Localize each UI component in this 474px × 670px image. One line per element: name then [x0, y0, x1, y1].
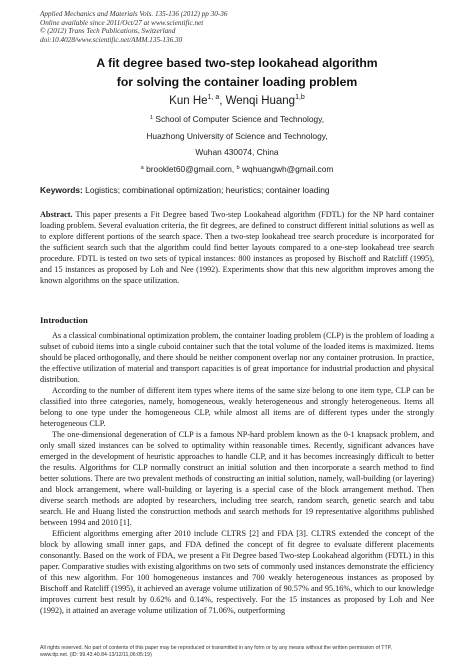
- journal-line-2: Online available since 2011/Oct/27 at www.scientific.net: [40, 18, 204, 27]
- author-1-name: Kun He: [169, 95, 208, 107]
- affiliation-address: Wuhan 430074, China: [195, 147, 279, 157]
- author-list: [0, 94, 474, 107]
- affiliation-school: School of Computer Science and Technology,: [155, 114, 325, 124]
- intro-paragraph-3: The one-dimensional degeneration of CLP is a famous NP-hard problem known as the 0-1 knapsack problem, and only small sized instances can be solved to optimality within reasonable times. Recently, significant advances have emerged in the development of heuristic approaches to handle CLP, and it has becomes increasingly difficult to better the results. Algorithms for CLP normally construct an initial solution and then incorporate a search method to find better solutions. There are two prevalent methods of constructing an initial solution, namely, wall-building (or layering) and block arrangement, where wall-building or layering is a special case of the block arrangement method. Then diverse search methods are adopted by researchers, including tree search, random search, genetic search and tabu search. He and Huang listed the construction methods and search methods for 19 representative algorithms published between 1994 and 2010 [1].: [40, 430, 434, 527]
- author-separator: ,: [219, 95, 226, 107]
- journal-line-3: © (2012) Trans Tech Publications, Switzerland: [40, 27, 176, 36]
- journal-header: [40, 10, 340, 44]
- author-2-affiliation-mark: 1,b: [295, 94, 305, 101]
- intro-paragraph-1: As a classical combinational optimization problem, the container loading problem (CLP) is the problem of loading a subset of cuboid items into a single cuboid container such that the total volume of the loaded items is maximized. Items should be placed orthogonally, and there should be neither component overlap nor any container protrusion. In practice, the effective utilization of material and transport capacities is of great importance for industrial production and physical distribution.: [40, 331, 434, 384]
- affiliation-line-1: [0, 114, 474, 124]
- email-a-mark: a: [140, 165, 144, 171]
- journal-line-1: Applied Mechanics and Materials Vols. 135-136 (2012) pp 30-36: [40, 10, 228, 18]
- section-heading-introduction: Introduction: [40, 315, 88, 325]
- abstract: [40, 209, 434, 286]
- intro-paragraph-2: According to the number of different item types where items of the same size belong to one item type, CLP can be classified into three categories, namely, homogeneous, weakly heterogeneous and strongly heterogeneous. Items all belong to one type under the homogeneous CLP, while almost all items are of different types under the strongly heterogeneous CLP.: [40, 386, 434, 428]
- email-b-mark: b: [236, 165, 240, 171]
- author-2-name: Wenqi Huang: [225, 95, 296, 107]
- paper-title-line-2: for solving the container loading problem: [116, 75, 358, 89]
- abstract-label: Abstract.: [40, 210, 76, 219]
- copyright-footer: [40, 645, 440, 658]
- footer-line-2: www.ttp.net. (ID: 99.43.40.84-13/12/11,06:05:19): [40, 651, 152, 658]
- intro-paragraph-4: Efficient algorithms emerging after 2010 include CLTRS [2] and FDA [3]. CLTRS extended the concept of the block by allowing small inner gaps, and FDA defined the concept of fit degree to evaluate different placements consonantly. Based on the work of FDA, we present a Fit Degree based Two-step Lookahead algorithm (FDTL) in this paper. Comparative studies with existing algorithms on two sets of commonly used instances demonstrate the efficiency of this new algorithm. For 100 homogeneous instances and 700 weakly heterogeneous instances as proposed by Bischoff and Ratcliff (1995), it achieved an average volume utilization of 90.57% and 95.16%, which to our knowledge improves current best result by 0.62% and 0.14%, respectively. For the 15 instances as proposed by Loh and Nee (1992), it attained an average volume utilization of 71.06%, outperforming: [40, 529, 434, 615]
- email-a: brooklet60@gmail.com,: [146, 164, 237, 174]
- abstract-text: This paper presents a Fit Degree based Two-step Lookahead algorithm (FDTL) for the NP hard container loading problem. Several evaluation criteria, the fit degrees, are defined to construct different initial solutions as well as to explore different portions of the search space. Then a two-step lookahead tree search procedure is incorporated for the sufficient search such that the algorithm could find better layouts compared to a one-step lookahead tree search procedure. FDTL is tested on two sets of typical instances: 800 instances as proposed by Bischoff and Ratcliff (1995), and 15 instances as proposed by Loh and Nee (1992). Experiments show that this new algorithm improves among the known algorithms on the space utilization.: [40, 210, 434, 285]
- author-1-affiliation-mark: 1, a: [207, 94, 220, 101]
- keywords-label: Keywords:: [40, 185, 86, 195]
- journal-line-4: doi:10.4028/www.scientific.net/AMM.135-136.30: [40, 35, 183, 44]
- keywords: [40, 185, 440, 195]
- email-b: wqhuangwh@gmail.com: [241, 164, 334, 174]
- introduction-body: [40, 330, 434, 616]
- affiliation-mark: 1: [149, 115, 154, 121]
- author-emails: [0, 164, 474, 174]
- keywords-text: Logistics; combinational optimization; heuristics; container loading: [85, 185, 330, 195]
- footer-line-1: All rights reserved. No part of contents of this paper may be reproduced or transmitted in any form or by any means without the written permission of TTP,: [40, 645, 392, 651]
- paper-title-line-1: A fit degree based two-step lookahead algorithm: [96, 56, 378, 70]
- affiliation-university: Huazhong University of Science and Technology,: [146, 131, 328, 141]
